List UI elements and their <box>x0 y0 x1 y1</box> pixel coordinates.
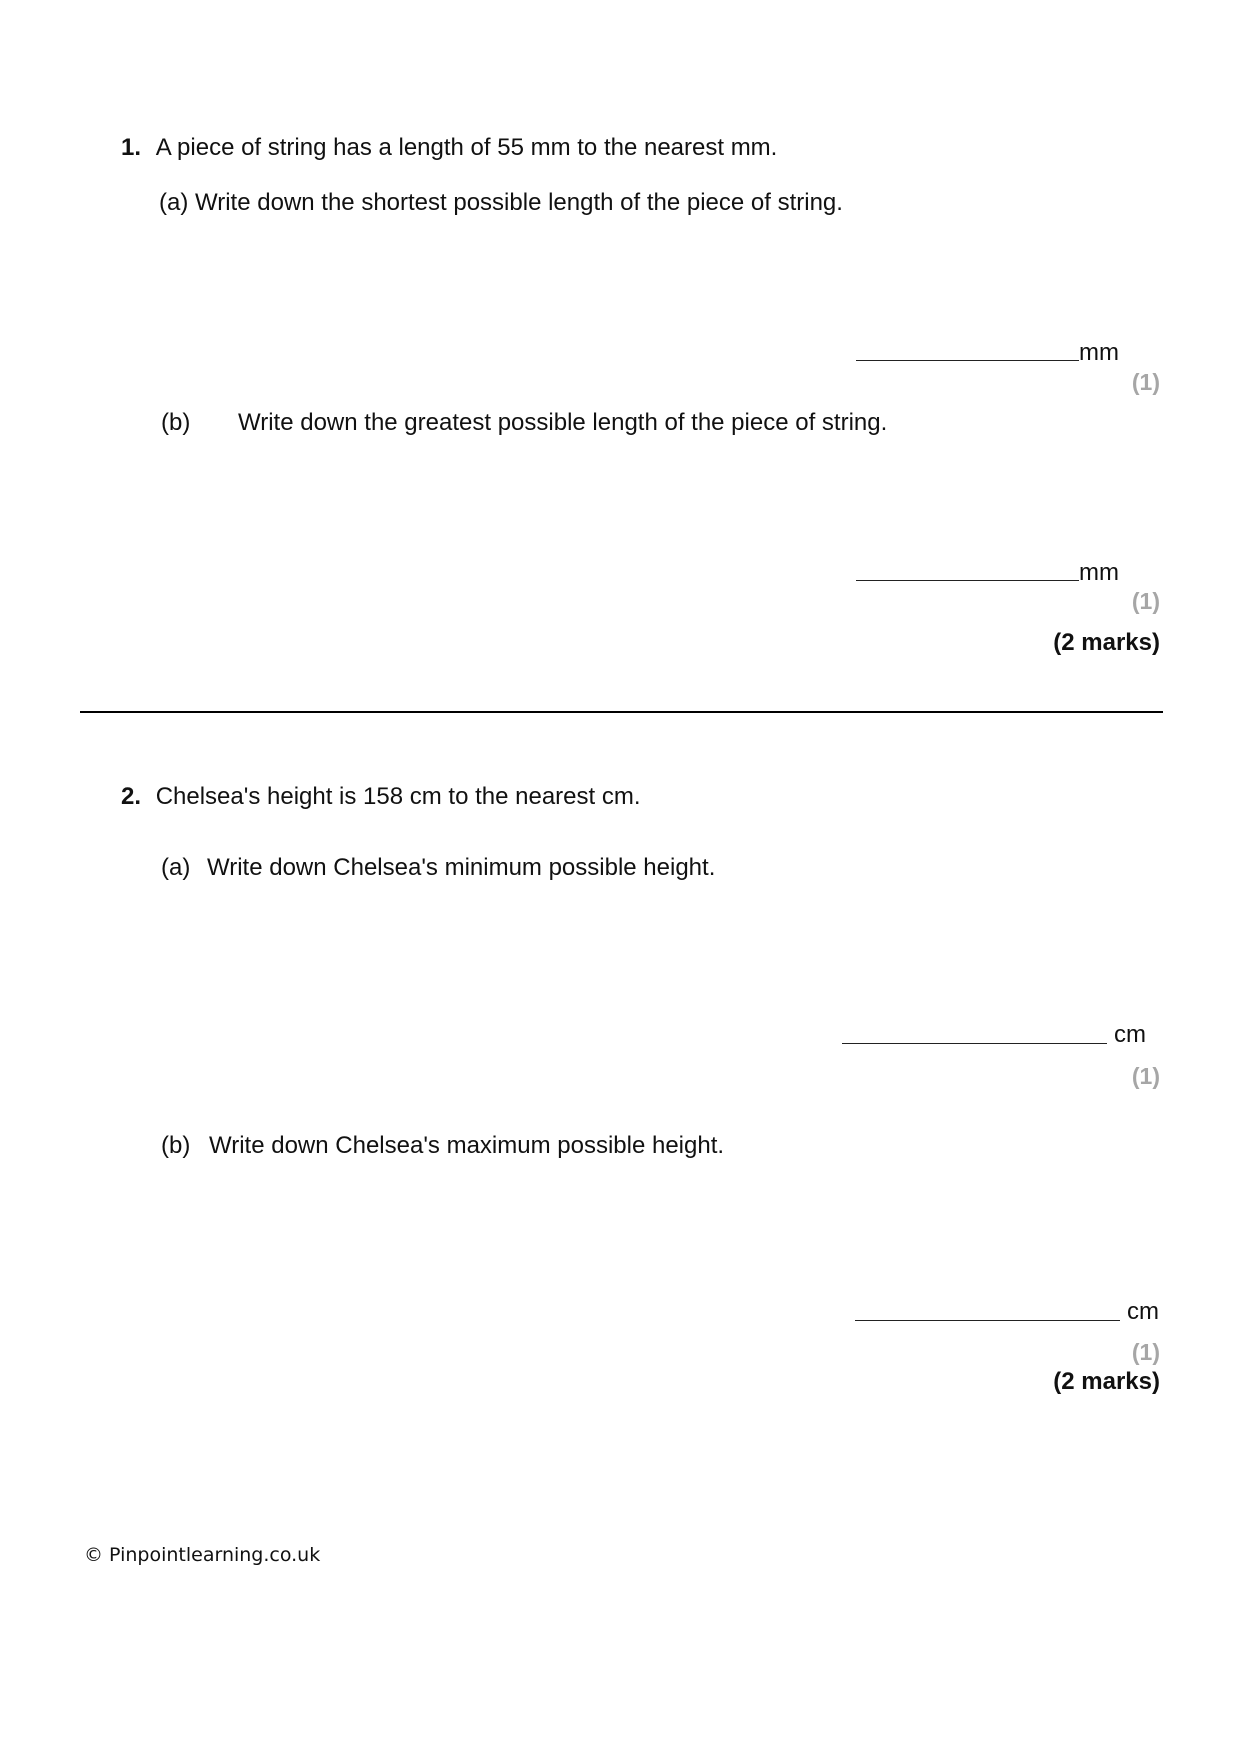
answer-unit-2a: cm <box>1114 1021 1146 1048</box>
section-divider <box>80 711 1163 713</box>
answer-line-1a[interactable] <box>856 360 1079 361</box>
answer-unit-1a: mm <box>1079 339 1119 366</box>
answer-line-2a[interactable] <box>842 1043 1107 1044</box>
copyright-footer: © Pinpointlearning.co.uk <box>84 1544 321 1566</box>
question-1 <box>121 134 777 162</box>
total-marks-2: (2 marks) <box>1053 1368 1160 1395</box>
part-text: Write down the shortest possible length of the piece of string. <box>195 189 843 216</box>
mark-1a: (1) <box>1131 369 1160 395</box>
part-label: (b) <box>161 1132 191 1159</box>
question-2b <box>161 1132 190 1160</box>
question-1a <box>159 189 843 217</box>
mark-1b: (1) <box>1131 588 1160 614</box>
answer-line-2b[interactable] <box>855 1320 1120 1321</box>
answer-line-1b[interactable] <box>856 580 1079 581</box>
question-stem: Chelsea's height is 158 cm to the nearest cm. <box>155 783 641 810</box>
question-number: 2. <box>121 783 142 810</box>
part-text-2a: Write down Chelsea's minimum possible height. <box>207 854 716 881</box>
part-label: (a) <box>159 189 189 216</box>
question-1b <box>161 409 190 437</box>
question-2 <box>121 783 641 811</box>
answer-unit-1b: mm <box>1079 559 1119 586</box>
question-stem: A piece of string has a length of 55 mm to the nearest mm. <box>155 134 778 161</box>
total-marks-1: (2 marks) <box>1053 629 1160 656</box>
part-label: (b) <box>161 409 191 436</box>
answer-unit-2b: cm <box>1127 1298 1159 1325</box>
part-text-1b: Write down the greatest possible length of the piece of string. <box>238 409 888 436</box>
mark-2a: (1) <box>1131 1063 1160 1089</box>
question-number: 1. <box>121 134 142 161</box>
part-label: (a) <box>161 854 191 881</box>
question-2a <box>161 854 190 882</box>
part-text-2b: Write down Chelsea's maximum possible height. <box>209 1132 725 1159</box>
mark-2b: (1) <box>1131 1339 1160 1365</box>
